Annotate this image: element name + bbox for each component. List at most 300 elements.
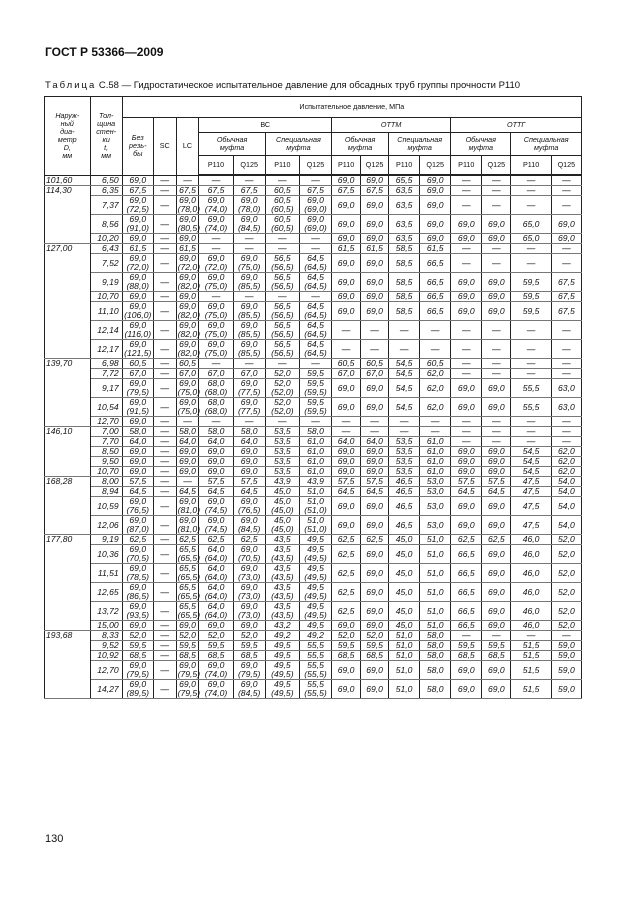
header-sc: SC xyxy=(153,118,176,176)
cell-value: — xyxy=(420,321,451,340)
cell-value: — xyxy=(551,437,581,447)
cell-outer-diameter: 146,10 xyxy=(45,427,91,477)
cell-value: — xyxy=(451,321,482,340)
cell-wall-thickness: 12,17 xyxy=(90,340,122,359)
cell-value: 61,0 xyxy=(420,457,451,467)
cell-value: 46,0 xyxy=(511,564,551,583)
cell-value: 69,0 xyxy=(482,302,511,321)
cell-value: 55,5 xyxy=(511,379,551,398)
cell-value: 58,0 xyxy=(199,427,233,437)
cell-value: 67,5 xyxy=(332,186,361,196)
cell-value: 46,0 xyxy=(511,545,551,564)
cell-value: — xyxy=(332,321,361,340)
cell-value: — xyxy=(482,175,511,186)
cell-value: 43,5 xyxy=(265,535,299,545)
table-row xyxy=(45,621,582,631)
cell-value: 51,5 xyxy=(511,641,551,651)
header-ottm-special: Специальная муфта xyxy=(389,133,451,156)
cell-value: 64,5 xyxy=(233,487,265,497)
cell-value: — xyxy=(153,369,176,379)
cell-value: — xyxy=(511,340,551,359)
cell-value: 56,5 (56,5) xyxy=(265,321,299,340)
cell-value: 46,5 xyxy=(389,497,420,516)
cell-value: 62,5 xyxy=(332,583,361,602)
cell-value: 69,0 xyxy=(361,447,389,457)
cell-wall-thickness: 10,54 xyxy=(90,398,122,417)
cell-value: 69,0 xyxy=(122,621,153,631)
cell-value: 63,5 xyxy=(389,196,420,215)
cell-value: — xyxy=(153,447,176,457)
cell-value: 69,0 (79,5) xyxy=(122,379,153,398)
cell-value: 59,0 xyxy=(551,641,581,651)
cell-value: 69,0 xyxy=(451,447,482,457)
cell-value: 65,5 (65,5) xyxy=(177,544,201,563)
cell-value: 51,0 xyxy=(420,583,451,602)
header-ottg-normal: Обычная муфта xyxy=(451,133,511,156)
cell-value: — xyxy=(153,564,176,583)
cell-value: — xyxy=(265,234,299,244)
cell-value: 59,5 xyxy=(199,641,233,651)
table-row xyxy=(45,583,582,602)
cell-value: 46,0 xyxy=(511,583,551,602)
cell-value: — xyxy=(451,254,482,273)
cell-value: 53,0 xyxy=(420,487,451,497)
cell-value: 62,5 xyxy=(199,535,233,545)
cell-value: 51,0 xyxy=(420,564,451,583)
cell-value: — xyxy=(299,244,331,254)
cell-value: 47,5 xyxy=(511,497,551,516)
cell-value: 69,0 xyxy=(122,417,153,427)
cell-value: 69,0 xyxy=(482,215,511,234)
cell-value: — xyxy=(361,321,389,340)
cell-value: 69,0 (82,0) xyxy=(177,339,201,358)
cell-value: 69,0 xyxy=(361,545,389,564)
cell-value: — xyxy=(451,186,482,196)
cell-value: 46,0 xyxy=(511,535,551,545)
header-plain-end: Без резь- бы xyxy=(122,118,153,176)
cell-value: 55,5 xyxy=(511,398,551,417)
cell-value: 51,5 xyxy=(511,651,551,661)
cell-value: 61,5 xyxy=(361,244,389,254)
cell-value: 62,0 xyxy=(551,467,581,477)
cell-value: — xyxy=(153,398,176,417)
table-row xyxy=(45,244,582,254)
cell-value: 49,5 (49,5) xyxy=(299,564,331,583)
cell-value: 69,0 xyxy=(482,447,511,457)
cell-value: 58,5 xyxy=(389,302,420,321)
table-row xyxy=(45,641,582,651)
cell-value: 54,5 xyxy=(511,457,551,467)
cell-value: 64,0 xyxy=(122,437,153,447)
cell-value: — xyxy=(451,196,482,215)
cell-value: 58,0 xyxy=(420,680,451,699)
cell-value: 69,0 (85,5) xyxy=(233,321,265,340)
cell-value: 69,0 (91,0) xyxy=(122,215,153,234)
cell-value: 69,0 xyxy=(482,234,511,244)
cell-value: 69,0 xyxy=(451,497,482,516)
cell-value: 69,0 xyxy=(361,254,389,273)
cell-value: 49,5 (49,5) xyxy=(265,680,299,699)
cell-value: — xyxy=(511,186,551,196)
cell-value: 69,0 xyxy=(451,234,482,244)
cell-value: 69,0 (106,0) xyxy=(124,301,152,320)
cell-value: 69,0 xyxy=(122,467,153,477)
cell-value: — xyxy=(551,417,581,427)
cell-value: 45,0 xyxy=(389,545,420,564)
cell-value: 62,0 xyxy=(551,447,581,457)
cell-wall-thickness: 8,94 xyxy=(90,487,122,497)
table-row xyxy=(45,398,582,417)
cell-value: — xyxy=(153,254,176,273)
cell-wall-thickness: 7,37 xyxy=(90,196,122,215)
cell-value: — xyxy=(420,417,451,427)
cell-value: — xyxy=(299,359,331,369)
cell-value: 66,5 xyxy=(420,273,451,292)
header-grade-q125: Q125 xyxy=(482,156,511,176)
table-row xyxy=(45,234,582,244)
cell-value: 69,0 (77,5) xyxy=(233,379,265,398)
cell-value: 51,0 xyxy=(389,651,420,661)
cell-value: 64,0 (64,0) xyxy=(199,545,233,564)
cell-value: — xyxy=(451,340,482,359)
cell-value: 69,0 (74,0) xyxy=(199,196,233,215)
cell-value: 69,0 xyxy=(482,680,511,699)
cell-value: 67,5 xyxy=(551,273,581,292)
cell-value: 69,0 xyxy=(233,621,265,631)
cell-value: 62,5 xyxy=(176,535,199,545)
cell-value: 49,5 xyxy=(265,641,299,651)
cell-value: — xyxy=(551,340,581,359)
cell-value: — xyxy=(482,186,511,196)
cell-value: — xyxy=(482,359,511,369)
cell-value: 45,0 (45,0) xyxy=(265,497,299,516)
cell-value: 46,5 xyxy=(389,477,420,487)
cell-value: 52,0 xyxy=(551,564,581,583)
table-row xyxy=(45,564,582,583)
cell-value: 69,0 (74,0) xyxy=(199,215,233,234)
cell-value: 43,9 xyxy=(265,477,299,487)
cell-value: 64,0 (64,0) xyxy=(199,564,233,583)
cell-value: 66,5 xyxy=(451,545,482,564)
cell-value: 53,5 xyxy=(389,447,420,457)
cell-value: 58,0 xyxy=(233,427,265,437)
cell-value: 69,0 xyxy=(361,564,389,583)
cell-value: 65,5 (65,5) xyxy=(177,582,201,601)
cell-value: 60,5 (60,5) xyxy=(265,215,299,234)
cell-value: 69,0 xyxy=(361,583,389,602)
cell-value: 69,0 xyxy=(332,273,361,292)
cell-value: — xyxy=(551,244,581,254)
cell-value: 64,5 (64,5) xyxy=(299,340,331,359)
cell-value: 69,0 (91,5) xyxy=(122,398,153,417)
cell-value: 69,0 xyxy=(122,234,153,244)
cell-value: — xyxy=(153,535,176,545)
cell-value: 64,0 (64,0) xyxy=(199,583,233,602)
cell-wall-thickness: 12,14 xyxy=(90,321,122,340)
cell-value: 69,0 (82,0) xyxy=(177,320,201,339)
cell-value: 69,0 xyxy=(451,516,482,535)
cell-value: — xyxy=(482,369,511,379)
header-wall-thickness: Тол- щина стен- ки t, мм xyxy=(90,97,122,176)
table-row xyxy=(45,680,582,699)
cell-value: 69,0 (78,5) xyxy=(122,564,153,583)
cell-wall-thickness: 8,50 xyxy=(90,447,122,457)
cell-value: 59,5 xyxy=(451,641,482,651)
cell-value: 69,0 xyxy=(420,215,451,234)
cell-value: 58,0 xyxy=(299,427,331,437)
cell-value: 46,5 xyxy=(389,516,420,535)
cell-value: 61,5 xyxy=(176,244,199,254)
cell-wall-thickness: 9,19 xyxy=(90,535,122,545)
cell-value: 43,9 xyxy=(299,477,331,487)
cell-value: 59,5 xyxy=(511,292,551,302)
cell-value: 62,5 xyxy=(233,535,265,545)
cell-value: — xyxy=(389,417,420,427)
caption-prefix: Таблица xyxy=(45,80,97,91)
cell-value: 52,0 xyxy=(233,631,265,641)
cell-value: — xyxy=(361,417,389,427)
header-grade-q125: Q125 xyxy=(299,156,331,176)
header-grade-p110: Р110 xyxy=(389,156,420,176)
cell-value: 67,0 xyxy=(233,369,265,379)
cell-value: 69,0 xyxy=(199,457,233,467)
cell-wall-thickness: 10,92 xyxy=(90,651,122,661)
cell-value: 53,0 xyxy=(420,516,451,535)
cell-value: 59,0 xyxy=(551,651,581,661)
cell-value: 51,0 xyxy=(420,535,451,545)
cell-value: 59,0 xyxy=(551,680,581,699)
cell-value: 67,5 xyxy=(199,186,233,196)
cell-value: — xyxy=(176,477,199,487)
cell-value: — xyxy=(551,196,581,215)
cell-value: 69,0 xyxy=(233,467,265,477)
cell-value: — xyxy=(153,641,176,651)
cell-value: 69,0 (81,0) xyxy=(177,496,201,515)
cell-value: 58,5 xyxy=(389,244,420,254)
cell-wall-thickness: 6,35 xyxy=(90,186,122,196)
cell-value: 64,0 (64,0) xyxy=(199,602,233,621)
cell-value: 69,0 xyxy=(361,215,389,234)
header-grade-p110: Р110 xyxy=(265,156,299,176)
cell-value: 69,0 (79,5) xyxy=(122,661,153,680)
cell-value: 69,0 xyxy=(451,457,482,467)
cell-wall-thickness: 12,70 xyxy=(90,417,122,427)
table-row xyxy=(45,175,582,186)
cell-wall-thickness: 12,70 xyxy=(90,661,122,680)
cell-value: 64,0 xyxy=(332,437,361,447)
header-grade-q125: Q125 xyxy=(361,156,389,176)
cell-value: 62,5 xyxy=(332,602,361,621)
cell-wall-thickness: 6,50 xyxy=(90,175,122,186)
cell-value: — xyxy=(153,340,176,359)
cell-value: 69,0 xyxy=(361,680,389,699)
cell-value: — xyxy=(482,437,511,447)
cell-value: 59,5 xyxy=(299,369,331,379)
cell-value: 54,0 xyxy=(551,487,581,497)
cell-value: 69,0 xyxy=(332,196,361,215)
cell-value: 58,0 xyxy=(420,651,451,661)
cell-value: — xyxy=(153,437,176,447)
cell-value: — xyxy=(153,175,176,186)
cell-value: 62,5 xyxy=(482,535,511,545)
cell-outer-diameter: 127,00 xyxy=(45,244,91,359)
cell-value: — xyxy=(153,215,176,234)
cell-value: 69,0 xyxy=(420,196,451,215)
cell-value: 68,5 xyxy=(332,651,361,661)
cell-wall-thickness: 13,72 xyxy=(90,602,122,621)
cell-value: 45,0 xyxy=(389,535,420,545)
cell-value: 69,0 xyxy=(451,273,482,292)
pressure-table xyxy=(44,96,582,699)
cell-value: 54,0 xyxy=(551,497,581,516)
cell-value: 69,0 xyxy=(361,234,389,244)
cell-value: 51,0 xyxy=(389,631,420,641)
cell-value: 64,5 xyxy=(199,487,233,497)
cell-value: — xyxy=(482,321,511,340)
cell-value: 69,0 xyxy=(332,621,361,631)
cell-value: 52,0 xyxy=(361,631,389,641)
cell-value: 59,0 xyxy=(551,661,581,680)
cell-value: 69,0 (76,5) xyxy=(233,497,265,516)
cell-value: 45,0 xyxy=(389,564,420,583)
cell-value: 55,5 (55,5) xyxy=(299,680,331,699)
cell-value: 52,0 xyxy=(551,535,581,545)
table-row xyxy=(45,340,582,359)
cell-value: 61,0 xyxy=(299,447,331,457)
cell-value: 64,5 xyxy=(361,487,389,497)
cell-value: 51,0 xyxy=(420,602,451,621)
cell-value: 59,5 xyxy=(122,641,153,651)
cell-value: 69,0 (84,5) xyxy=(233,215,265,234)
cell-value: — xyxy=(153,516,176,535)
cell-wall-thickness: 9,50 xyxy=(90,457,122,467)
cell-value: 52,0 xyxy=(122,631,153,641)
cell-value: — xyxy=(153,379,176,398)
cell-value: — xyxy=(451,631,482,641)
cell-value: 69,0 xyxy=(176,457,199,467)
cell-value: — xyxy=(265,292,299,302)
cell-value: 51,0 xyxy=(389,661,420,680)
cell-value: 68,5 xyxy=(122,651,153,661)
cell-value: — xyxy=(233,292,265,302)
cell-value: — xyxy=(511,427,551,437)
cell-value: — xyxy=(153,583,176,602)
cell-value: 59,5 xyxy=(511,302,551,321)
cell-value: 69,0 (78,0) xyxy=(233,196,265,215)
cell-value: 64,0 xyxy=(233,437,265,447)
cell-value: 69,0 (75,0) xyxy=(233,254,265,273)
cell-value: 49,5 (49,5) xyxy=(265,661,299,680)
cell-value: — xyxy=(199,292,233,302)
cell-value: 57,5 xyxy=(233,477,265,487)
cell-value: 52,0 xyxy=(551,545,581,564)
cell-value: — xyxy=(551,254,581,273)
cell-value: 69,0 (75,0) xyxy=(177,397,201,416)
cell-value: 69,0 xyxy=(361,497,389,516)
cell-value: 47,5 xyxy=(511,487,551,497)
cell-value: — xyxy=(551,359,581,369)
cell-value: — xyxy=(199,417,233,427)
table-row xyxy=(45,602,582,621)
cell-value: — xyxy=(511,437,551,447)
header-grade-p110: Р110 xyxy=(451,156,482,176)
cell-value: — xyxy=(551,175,581,186)
cell-value: 52,0 xyxy=(551,602,581,621)
cell-value: 69,0 xyxy=(361,292,389,302)
cell-value: — xyxy=(153,467,176,477)
cell-value: 59,5 xyxy=(361,641,389,651)
cell-value: 60,5 (60,5) xyxy=(265,196,299,215)
cell-value: 69,0 xyxy=(361,457,389,467)
cell-value: 67,5 xyxy=(361,186,389,196)
cell-value: 54,5 xyxy=(511,447,551,457)
cell-value: 45,0 (45,0) xyxy=(265,516,299,535)
cell-value: 62,0 xyxy=(420,398,451,417)
cell-value: 52,0 xyxy=(332,631,361,641)
cell-value: 69,0 xyxy=(482,497,511,516)
cell-value: 67,5 xyxy=(551,302,581,321)
cell-value: 49,5 xyxy=(265,651,299,661)
cell-value: — xyxy=(482,244,511,254)
cell-wall-thickness: 12,65 xyxy=(90,583,122,602)
cell-value: 56,5 (56,5) xyxy=(265,302,299,321)
cell-value: — xyxy=(511,196,551,215)
cell-value: 69,0 xyxy=(199,467,233,477)
table-row xyxy=(45,292,582,302)
cell-value: 62,0 xyxy=(420,379,451,398)
cell-value: 60,5 xyxy=(265,186,299,196)
cell-value: 68,5 xyxy=(176,651,199,661)
cell-value: 69,0 (74,5) xyxy=(199,516,233,535)
cell-value: — xyxy=(153,602,176,621)
cell-value: 51,0 xyxy=(389,680,420,699)
cell-value: 59,5 xyxy=(176,641,199,651)
cell-value: — xyxy=(153,497,176,516)
cell-value: 69,0 xyxy=(451,292,482,302)
cell-value: — xyxy=(265,417,299,427)
header-grade-p110: Р110 xyxy=(199,156,233,176)
cell-value: 69,0 xyxy=(233,447,265,457)
cell-value: 69,0 (75,0) xyxy=(199,302,233,321)
cell-value: 61,0 xyxy=(299,437,331,447)
cell-value: 61,0 xyxy=(420,467,451,477)
cell-value: 64,5 xyxy=(451,487,482,497)
cell-value: — xyxy=(153,186,176,196)
header-ottg: ОТТГ xyxy=(451,118,582,133)
cell-value: — xyxy=(199,234,233,244)
cell-value: 47,5 xyxy=(511,477,551,487)
cell-value: — xyxy=(265,244,299,254)
cell-value: 51,0 xyxy=(389,641,420,651)
cell-value: 69,0 (121,5) xyxy=(124,339,152,358)
cell-value: 69,0 (70,5) xyxy=(233,545,265,564)
cell-value: 53,5 xyxy=(265,427,299,437)
cell-value: 43,5 (43,5) xyxy=(265,583,299,602)
cell-value: 69,0 (82,0) xyxy=(177,272,201,291)
table-row xyxy=(45,302,582,321)
table-row xyxy=(45,535,582,545)
cell-value: 69,0 xyxy=(199,447,233,457)
cell-value: 69,0 xyxy=(482,398,511,417)
cell-value: 64,5 xyxy=(482,487,511,497)
cell-value: 69,0 (85,5) xyxy=(233,340,265,359)
cell-value: 69,0 (88,0) xyxy=(122,273,153,292)
cell-value: 63,0 xyxy=(551,398,581,417)
table-row xyxy=(45,497,582,516)
cell-value: — xyxy=(332,417,361,427)
cell-value: 60,5 xyxy=(176,359,199,369)
cell-value: 69,0 (75,0) xyxy=(177,378,201,397)
